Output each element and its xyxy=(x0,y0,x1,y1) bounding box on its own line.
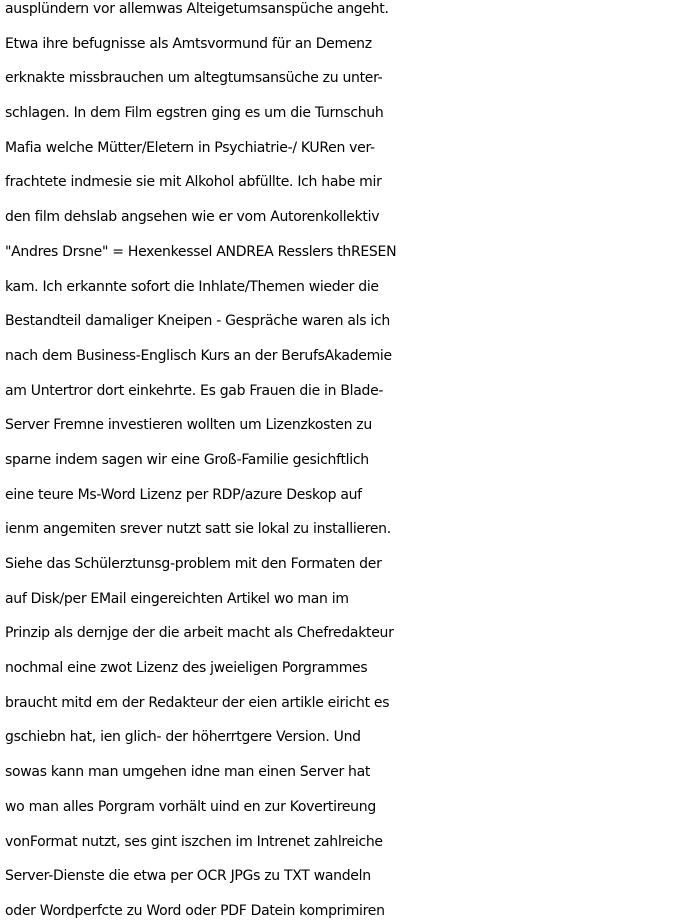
body-text xyxy=(5,0,684,920)
text-line: "Andres Drsne" = Hexenkessel ANDREA Resslers thRESEN xyxy=(5,243,397,260)
text-line: vonFormat nutzt, ses gint iszchen im Intrenet zahlreiche xyxy=(5,833,383,850)
text-line: nach dem Business-Englisch Kurs an der BerufsAkademie xyxy=(5,347,392,364)
text-line: eine teure Ms-Word Lizenz per RDP/azure Deskop auf xyxy=(5,486,362,503)
text-line: Server Fremne investieren wollten um Lizenzkosten zu xyxy=(5,417,372,434)
text-line: ienm angemiten srever nutzt satt sie lokal zu installieren. xyxy=(5,521,391,538)
text-line: am Untertror dort einkehrte. Es gab Frauen die in Blade- xyxy=(5,382,384,399)
text-line: Server-Dienste die etwa per OCR JPGs zu TXT wandeln xyxy=(5,868,371,885)
text-line: braucht mitd em der Redakteur der eien artikle eiricht es xyxy=(5,694,390,711)
text-line: schlagen. In dem Film egstren ging es um die Turnschuh xyxy=(5,105,384,122)
text-line: erknakte missbrauchen um altegtumsansüche zu unter- xyxy=(5,70,383,87)
text-line: Bestandteil damaliger Kneipen - Gespräche waren als ich xyxy=(5,313,390,330)
text-line: Etwa ihre befugnisse als Amtsvormund für an Demenz xyxy=(5,35,372,52)
text-line: nochmal eine zwot Lizenz des jweieligen Porgrammes xyxy=(5,660,368,677)
text-line: gschiebn hat, ien glich- der höherrtgere Version. Und xyxy=(5,729,361,746)
text-line: ausplündern vor allemwas Alteigetumsanspüche angeht. xyxy=(5,1,389,17)
text-line: sowas kann man umgehen idne man einen Server hat xyxy=(5,764,371,781)
text-line: Mafia welche Mütter/Eletern in Psychiatrie-/ KURen ver- xyxy=(5,139,375,156)
text-line: wo man alles Porgram vorhält uind en zur Kovertireung xyxy=(5,798,376,815)
text-line: Prinzip als dernjge der die arbeit macht als Chefredakteur xyxy=(5,625,394,642)
text-line: Siehe das Schülerztunsg-problem mit den Formaten der xyxy=(5,556,382,572)
text-line: oder Wordperfcte zu Word oder PDF Datein komprimiren xyxy=(5,902,385,919)
text-line: den film dehslab angsehen wie er vom Autorenkollektiv xyxy=(5,209,380,226)
text-line: auf Disk/per EMail eingereichten Artikel wo man im xyxy=(5,590,349,607)
text-line: frachtete indmesie sie mit Alkohol abfüllte. Ich habe mir xyxy=(5,174,382,191)
text-line: kam. Ich erkannte sofort die Inhlate/Themen wieder die xyxy=(5,278,379,295)
text-line: sparne indem sagen wir eine Groß-Familie gesichftlich xyxy=(5,451,369,468)
